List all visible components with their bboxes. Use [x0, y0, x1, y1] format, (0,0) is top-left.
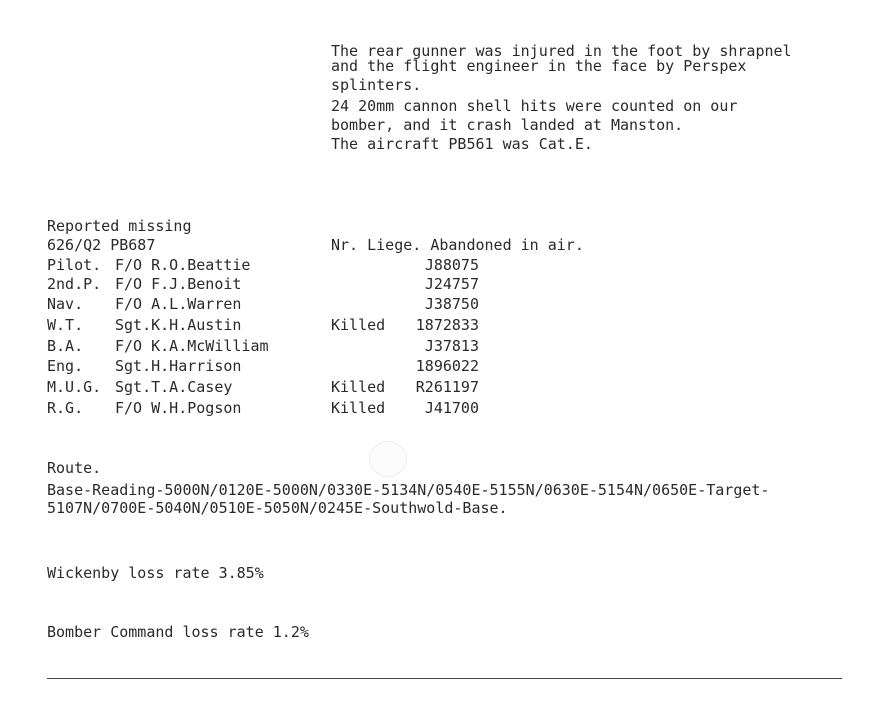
narrative-line: 24 20mm cannon shell hits were counted on our [331, 97, 738, 115]
route-line: Base-Reading-5000N/0120E-5000N/0330E-5134N/0540E-5155N/0630E-5154N/0650E-Target- [47, 481, 770, 499]
crew-status: Killed [331, 316, 386, 334]
crew-role: B.A. [47, 337, 84, 355]
route-line: 5107N/0700E-5040N/0510E-5050N/0245E-Southwold-Base. [47, 499, 508, 517]
crew-name: F/O W.H.Pogson [115, 399, 242, 417]
crew-service-number: 1872833 [415, 316, 479, 334]
missing-heading: Reported missing [47, 217, 192, 235]
crew-role: W.T. [47, 316, 84, 334]
route-heading: Route. [47, 459, 102, 477]
crew-role: M.U.G. [47, 378, 102, 396]
crew-name: Sgt.T.A.Casey [115, 378, 233, 396]
narrative-line: The aircraft PB561 was Cat.E. [331, 135, 593, 153]
crew-role: Eng. [47, 357, 84, 375]
crew-service-number: J41700 [424, 399, 479, 417]
crew-name: F/O R.O.Beattie [115, 256, 251, 274]
narrative-line: bomber, and it crash landed at Manston. [331, 116, 684, 134]
narrative-line: The rear gunner was injured in the foot by shrapnel [331, 42, 792, 60]
crew-service-number: J24757 [424, 275, 479, 293]
bomber-command-loss-rate: Bomber Command loss rate 1.2% [47, 623, 309, 641]
aircraft-fate: Nr. Liege. Abandoned in air. [331, 236, 584, 254]
crew-name: F/O A.L.Warren [115, 295, 242, 313]
crew-name: Sgt.H.Harrison [115, 357, 242, 375]
crew-service-number: J37813 [424, 337, 479, 355]
aircraft-id: 626/Q2 PB687 [47, 236, 156, 254]
crew-role: R.G. [47, 399, 84, 417]
crew-service-number: 1896022 [415, 357, 479, 375]
crew-role: Nav. [47, 295, 84, 313]
bottom-divider [47, 678, 842, 679]
crew-name: Sgt.K.H.Austin [115, 316, 242, 334]
paper-smudge [369, 441, 407, 477]
narrative-paragraph [331, 42, 792, 154]
crew-name: F/O K.A.McWilliam [115, 337, 269, 355]
crew-status: Killed [331, 399, 386, 417]
wickenby-loss-rate: Wickenby loss rate 3.85% [47, 564, 264, 582]
crew-service-number: J88075 [424, 256, 479, 274]
crew-status: Killed [331, 378, 386, 396]
crew-name: F/O F.J.Benoit [115, 275, 242, 293]
crew-service-number: R261197 [415, 378, 479, 396]
narrative-line: splinters. [331, 76, 422, 94]
crew-role: 2nd.P. [47, 275, 102, 293]
crew-service-number: J38750 [424, 295, 479, 313]
narrative-line: and the flight engineer in the face by Perspex [331, 57, 747, 75]
crew-role: Pilot. [47, 256, 102, 274]
